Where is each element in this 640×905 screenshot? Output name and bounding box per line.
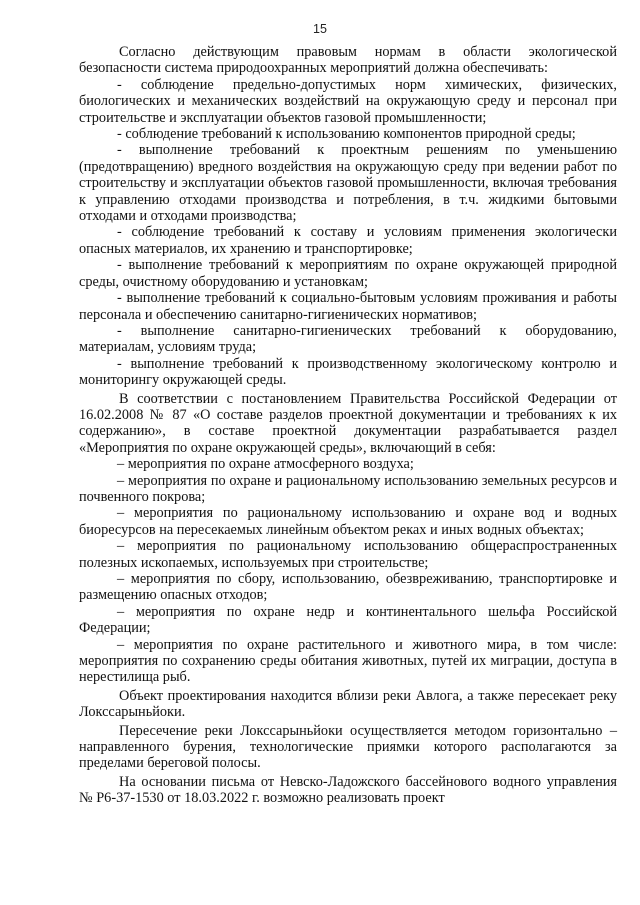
list-item: - выполнение требований к проектным решениям по уменьшению (предотвращению) вредного воздействия на окружающую среду при ведении работ по строительству и эксплуатации объектов газовой промышленности, включая требования к управлению отходами производства и потребления, в т.ч. жидкими бытовыми отходами и отходами производства; — [79, 142, 617, 225]
list-item: – мероприятия по сбору, использованию, обезвреживанию, транспортировке и размещению опасных отходов; — [79, 571, 617, 604]
list-item: – мероприятия по охране растительного и животного мира, в том числе: мероприятия по сохранению среды обитания животных, путей их миграции, доступа в нерестилища рыб. — [79, 636, 617, 686]
list-item: – мероприятия по рациональному использованию общераспространенных полезных ископаемых, используемых при строительстве; — [79, 538, 617, 571]
document-body — [79, 44, 617, 807]
list-item: – мероприятия по охране атмосферного воздуха; — [117, 456, 414, 473]
list-item: – мероприятия по охране и рациональному использованию земельных ресурсов и почвенного покрова; — [79, 472, 617, 505]
list-item: - соблюдение предельно-допустимых норм химических, физических, биологических и механических воздействий на окружающую среду и персонал при строительстве и эксплуатации объектов газовой промышленности; — [79, 76, 617, 126]
list-item: – мероприятия по охране недр и континентального шельфа Российской Федерации; — [79, 603, 617, 637]
list-item: - выполнение требований к производственному экологическому контролю и мониторингу окружающей среды. — [79, 355, 617, 389]
list-item: - выполнение санитарно-гигиенических требований к оборудованию, материалам, условиям труда; — [79, 322, 617, 356]
list-item: - выполнение требований к мероприятиям по охране окружающей природной среды, очистному оборудованию и установкам; — [79, 257, 617, 290]
list-item: – мероприятия по рациональному использованию и охране вод и водных биоресурсов на пересекаемых линейным объектом реках и иных водных объектах; — [79, 505, 617, 538]
paragraph: Пересечение реки Локссарыньйоки осуществляется методом горизонтально – направленного бурения, технологические приямки которого располагаются за пределами береговой полосы. — [79, 722, 617, 772]
list-item: - выполнение требований к социально-бытовым условиям проживания и работы персонала и обеспечению санитарно-гигиенических нормативов; — [79, 290, 617, 323]
paragraph: На основании письма от Невско-Ладожского бассейнового водного управления № Р6-37-1530 от 18.03.2022 г. возможно реализовать проект — [79, 773, 617, 807]
list-item: - соблюдение требований к использованию компонентов природной среды; — [117, 126, 576, 143]
paragraph: В соответствии с постановлением Правительства Российской Федерации от 16.02.2008 № 87 «О составе разделов проектной документации и требованиях к их содержанию», в составе проектной документации разрабатывается раздел «Мероприятия по охране окружающей среды», включающий в себя: — [79, 390, 617, 456]
page-number: 15 — [313, 22, 327, 36]
list-item: - соблюдение требований к составу и условиям применения экологически опасных материалов, их хранению и транспортировке; — [79, 224, 617, 257]
paragraph: Объект проектирования находится вблизи реки Авлога, а также пересекает реку Локссарыньйоки. — [79, 687, 617, 721]
paragraph: Согласно действующим правовым нормам в области экологической безопасности система природоохранных мероприятий должна обеспечивать: — [79, 44, 617, 77]
